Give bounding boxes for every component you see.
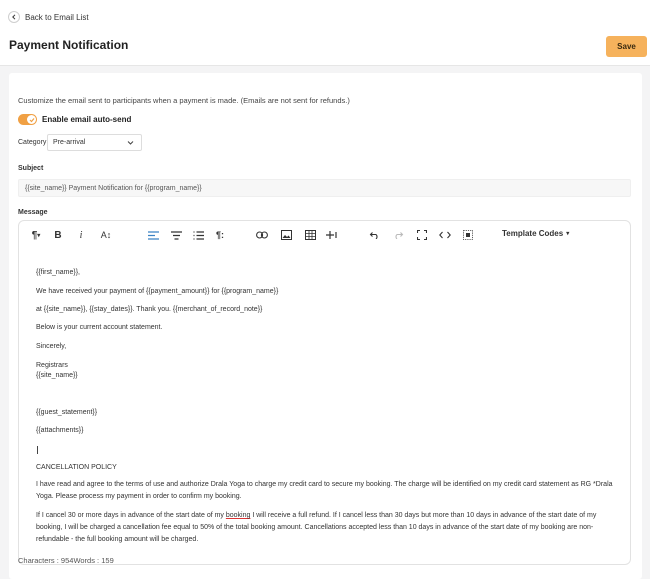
message-line: at {{site_name}}, {{stay_dates}}. Thank you. {{merchant_of_record_note}} xyxy=(36,306,263,313)
description-text: Customize the email sent to participants when a payment is made. (Emails are not sent for refunds.) xyxy=(18,96,350,105)
auto-send-toggle[interactable] xyxy=(18,114,37,125)
insert-more-icon[interactable] xyxy=(325,228,339,242)
paragraph-icon: ¶ xyxy=(31,229,38,241)
select-all-icon[interactable] xyxy=(461,228,475,242)
message-label: Message xyxy=(18,209,48,216)
subject-label: Subject xyxy=(18,165,44,172)
align-left-icon[interactable] xyxy=(146,228,160,242)
link-icon[interactable] xyxy=(255,228,269,242)
page-title: Payment Notification xyxy=(9,38,129,52)
font-size-button[interactable]: A↕ xyxy=(100,230,112,240)
back-to-email-list-link[interactable] xyxy=(8,11,89,23)
italic-button[interactable]: i xyxy=(79,229,83,241)
email-settings-card xyxy=(9,73,642,579)
bold-button[interactable]: B xyxy=(54,229,62,241)
category-value: Pre-arrival xyxy=(53,139,86,146)
paragraph-format-button[interactable]: ¶ ▾ xyxy=(31,229,41,241)
message-line: {{attachments}} xyxy=(36,427,84,434)
message-line: Registrars xyxy=(36,362,68,369)
message-text: I will receive a full refund. If I cancel less than 30 days but more than 10 days in advance of the start date of my booking, I will be charged a cancellation fee equal to 50% of the total booking amount. Cancellations accepted less than 10 days in advance of the start date of my booking are non-refundable - the full booking amount will be charged. xyxy=(36,512,597,543)
message-line: {{site_name}} xyxy=(36,372,78,379)
align-center-icon[interactable] xyxy=(169,228,183,242)
redo-icon[interactable] xyxy=(391,228,405,242)
message-line: We have received your payment of {{payment_amount}} for {{program_name}} xyxy=(36,288,279,295)
top-bar xyxy=(0,0,650,66)
auto-send-row xyxy=(18,114,131,125)
save-button[interactable]: Save xyxy=(606,36,647,57)
auto-send-label: Enable email auto-send xyxy=(42,115,132,124)
category-select[interactable] xyxy=(47,134,142,151)
chevron-down-icon xyxy=(127,139,134,148)
image-icon[interactable] xyxy=(279,228,293,242)
message-editor xyxy=(18,220,631,565)
ordered-list-icon[interactable] xyxy=(191,228,205,242)
spellcheck-word: booking xyxy=(225,512,251,519)
check-icon xyxy=(27,115,36,124)
subject-input[interactable]: {{site_name}} Payment Notification for {{program_name}} xyxy=(18,179,631,197)
back-link-label: Back to Email List xyxy=(25,12,89,22)
message-line: {{guest_statement}} xyxy=(36,409,98,416)
chevron-left-icon xyxy=(8,11,20,23)
caret-down-icon: ▾ xyxy=(566,231,570,237)
message-line: Below is your current account statement. xyxy=(36,324,163,331)
paragraph-style-icon[interactable]: ¶: xyxy=(215,230,224,240)
text-cursor xyxy=(37,446,38,454)
template-codes-dropdown[interactable] xyxy=(502,229,569,238)
code-view-icon[interactable] xyxy=(438,228,452,242)
message-paragraph xyxy=(36,510,614,546)
fullscreen-icon[interactable] xyxy=(415,228,429,242)
editor-toolbar xyxy=(19,221,630,249)
message-line: {{first_name}}, xyxy=(36,269,80,276)
undo-icon[interactable] xyxy=(367,228,381,242)
message-line: Sincerely, xyxy=(36,343,67,350)
message-line: CANCELLATION POLICY xyxy=(36,464,117,471)
message-text: If I cancel 30 or more days in advance of the start date of my xyxy=(36,512,226,519)
category-label: Category xyxy=(18,139,47,146)
template-codes-label: Template Codes xyxy=(502,229,564,238)
message-paragraph: I have read and agree to the terms of use and authorize Drala Yoga to charge my credit card to secure my booking. The charge will be identified on my credit card statement as RG *Drala Yoga. Please process my payment in order to confirm my booking. xyxy=(36,481,613,500)
character-word-counter: Characters : 954Words : 159 xyxy=(18,556,114,565)
table-icon[interactable] xyxy=(303,228,317,242)
